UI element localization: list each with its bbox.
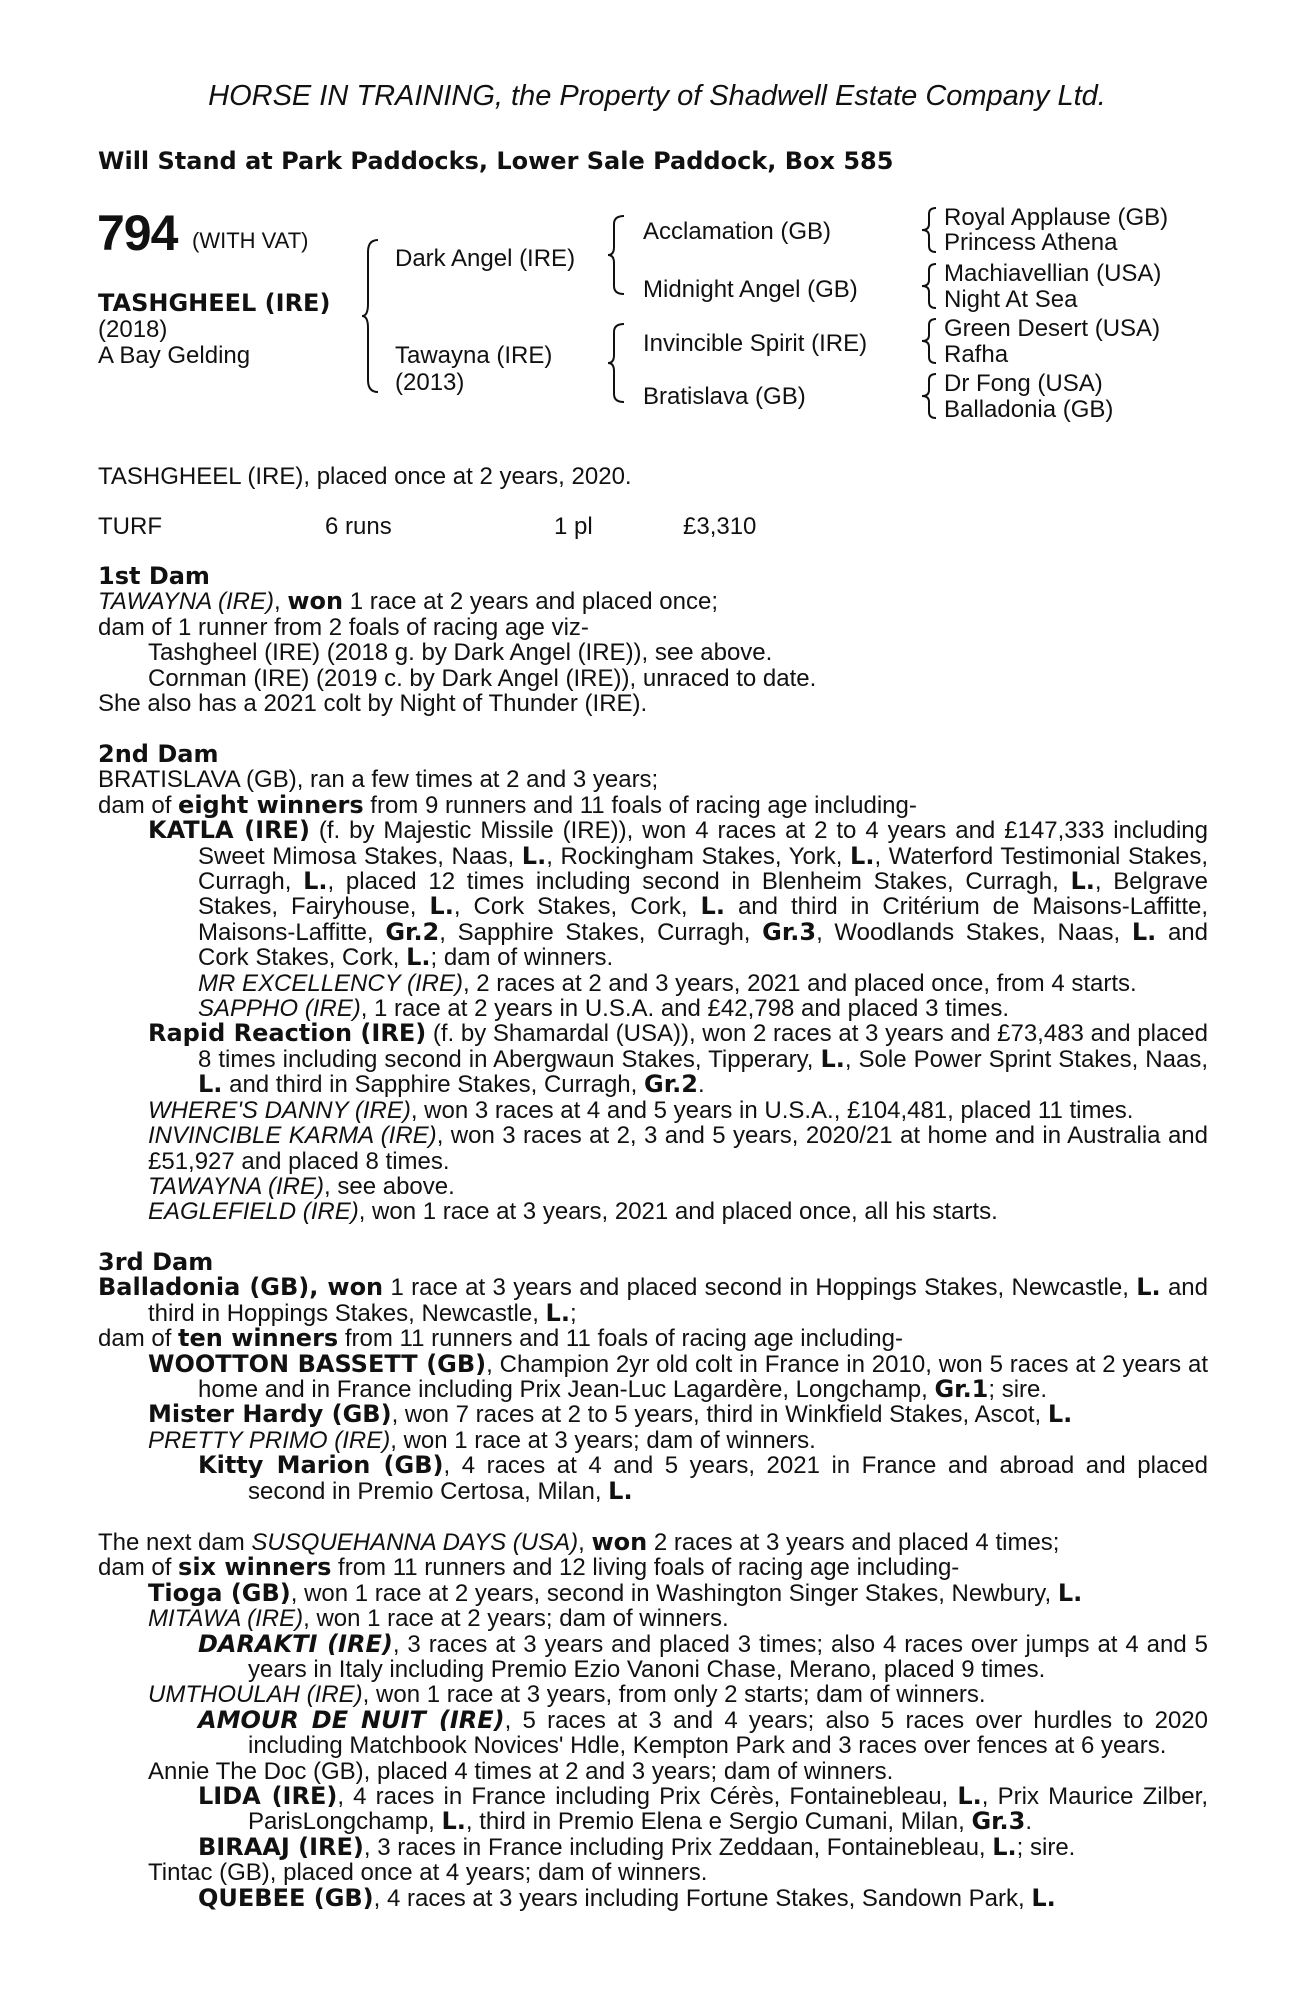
horse-description: A Bay Gelding xyxy=(98,342,251,369)
next-dam-section xyxy=(98,1530,1208,1911)
produce-entry: Tashgheel (IRE) (2018 g. by Dark Angel (IRE)), see above. xyxy=(148,639,773,667)
third-dam-section xyxy=(98,1250,1208,1504)
produce-entry: MR EXCELLENCY (IRE), 2 races at 2 and 3 years, 2021 and placed once, from 4 starts. xyxy=(198,969,1137,997)
pedigree-dam: Tawayna (IRE) xyxy=(395,342,553,369)
second-dam-heading: 2nd Dam xyxy=(98,740,219,768)
pedigree-sire-sire: Acclamation (GB) xyxy=(643,218,832,245)
produce-entry-lida: LIDA (IRE), 4 races in France including Prix Cérès, Fontainebleau, L., Prix Maurice Zilber, ParisLongchamp, L., third in Premio Elena e Sergio Cumani, Milan, Gr.3. xyxy=(198,1782,1208,1836)
produce-entry: TAWAYNA (IRE), see above. xyxy=(148,1172,455,1200)
produce-entry-katla: KATLA (IRE) (f. by Majestic Missile (IRE)), won 4 races at 2 to 4 years and £147,333 including Sweet Mimosa Stakes, Naas, L., Rockingham Stakes, York, L., Waterford Testimonial Stakes, Curragh, L., placed 12 times including second in Blenheim Stakes, Curragh, L., Belgrave Stakes, Fairyhouse, L., Cork Stakes, Cork, L. and third in Critérium de Maisons-Laffitte, Maisons-Laffitte, Gr.2, Sapphire Stakes, Curragh, Gr.3, Woodlands Stakes, Naas, L. and Cork Stakes, Cork, L.; dam of winners. xyxy=(148,816,1209,972)
produce-entry: MITAWA (IRE), won 1 race at 2 years; dam of winners. xyxy=(148,1605,729,1633)
pedigree-sds: Machiavellian (USA) xyxy=(944,260,1162,287)
next-dam-line: The next dam SUSQUEHANNA DAYS (USA), won 2 races at 3 years and placed 4 times; xyxy=(98,1528,1060,1556)
produce-entry: Annie The Doc (GB), placed 4 times at 2 and 3 years; dam of winners. xyxy=(148,1757,894,1785)
first-dam-note: She also has a 2021 colt by Night of Thunder (IRE). xyxy=(98,690,648,718)
pedigree-dds: Dr Fong (USA) xyxy=(944,370,1103,397)
next-dam-produce-line: dam of six winners from 11 runners and 12 living foals of racing age including- xyxy=(98,1553,960,1582)
first-dam-section xyxy=(98,564,1208,716)
produce-entry-kitty-marion: Kitty Marion (GB), 4 races at 4 and 5 years, 2021 in France and abroad and placed second in Premio Certosa, Milan, L. xyxy=(198,1451,1208,1505)
pedigree-dsd: Rafha xyxy=(944,341,1009,368)
first-dam-heading: 1st Dam xyxy=(98,562,210,590)
second-dam-line: BRATISLAVA (GB), ran a few times at 2 and 3 years; xyxy=(98,766,659,794)
produce-entry: BIRAAJ (IRE), 3 races in France including Prix Zeddaan, Fontainebleau, L.; sire. xyxy=(198,1832,1076,1861)
produce-entry: QUEBEE (GB), 4 races at 3 years including Fortune Stakes, Sandown Park, L. xyxy=(198,1883,1056,1912)
pedigree-dss: Green Desert (USA) xyxy=(944,315,1161,342)
produce-entry: WHERE'S DANNY (IRE), won 3 races at 4 and 5 years in U.S.A., £104,481, placed 11 times. xyxy=(148,1096,1134,1124)
pedigree-brace-7 xyxy=(920,372,940,420)
pedigree-brace-3 xyxy=(606,322,630,404)
pedigree-brace-1 xyxy=(360,238,384,394)
page-title: HORSE IN TRAINING, the Property of Shadwell Estate Company Ltd. xyxy=(208,80,1106,112)
produce-entry: EAGLEFIELD (IRE), won 1 race at 3 years, 2021 and placed once, all his starts. xyxy=(148,1198,998,1226)
record-summary: TASHGHEEL (IRE), placed once at 2 years, 2020. xyxy=(98,463,632,490)
pedigree-sdd: Night At Sea xyxy=(944,286,1078,313)
first-dam-produce-line: dam of 1 runner from 2 foals of racing age viz- xyxy=(98,613,589,641)
produce-entry: SAPPHO (IRE), 1 race at 2 years in U.S.A. and £42,798 and placed 3 times. xyxy=(198,995,1010,1023)
record-surface: TURF xyxy=(98,513,162,540)
stand-location: Will Stand at Park Paddocks, Lower Sale Paddock, Box 585 xyxy=(98,147,894,175)
vat-note: (WITH VAT) xyxy=(192,228,309,253)
pedigree-brace-5 xyxy=(920,262,940,310)
third-dam-heading: 3rd Dam xyxy=(98,1248,214,1276)
first-dam-line: TAWAYNA (IRE), won 1 race at 2 years and placed once; xyxy=(98,587,719,616)
pedigree-brace-2 xyxy=(606,214,630,296)
produce-entry: INVINCIBLE KARMA (IRE), won 3 races at 2, 3 and 5 years, 2020/21 at home and in Australia and £51,927 and placed 8 times. xyxy=(148,1122,1209,1175)
pedigree-ddd: Balladonia (GB) xyxy=(944,396,1114,423)
produce-entry-darakti: DARAKTI (IRE), 3 races at 3 years and placed 3 times; also 4 races over jumps at 4 and 5 years in Italy including Premio Ezio Vanoni Chase, Merano, placed 9 times. xyxy=(198,1629,1209,1684)
produce-entry-amour-de-nuit: AMOUR DE NUIT (IRE), 5 races at 3 and 4 years; also 5 races over hurdles to 2020 including Matchbook Novices' Hdle, Kempton Park and 3 races over fences at 6 years. xyxy=(198,1705,1208,1760)
record-runs: 6 runs xyxy=(325,513,392,540)
pedigree-sire: Dark Angel (IRE) xyxy=(395,245,576,272)
produce-entry-wootton-bassett: WOOTTON BASSETT (GB), Champion 2yr old colt in France in 2010, won 5 races at 2 years at home and in France including Prix Jean-Luc Lagardère, Longchamp, Gr.1; sire. xyxy=(148,1349,1208,1404)
pedigree-ssd: Princess Athena xyxy=(944,229,1118,256)
pedigree-dam-sire: Invincible Spirit (IRE) xyxy=(643,330,868,357)
pedigree-sss: Royal Applause (GB) xyxy=(944,204,1169,231)
produce-entry: Tioga (GB), won 1 race at 2 years, second in Washington Singer Stakes, Newbury, L. xyxy=(148,1578,1083,1607)
third-dam-produce-line: dam of ten winners from 11 runners and 11 foals of racing age including- xyxy=(98,1324,903,1353)
pedigree-dam-year: (2013) xyxy=(395,369,465,396)
horse-name: TASHGHEEL (IRE) xyxy=(98,289,331,317)
pedigree-brace-4 xyxy=(920,206,940,254)
pedigree-dam-dam: Bratislava (GB) xyxy=(643,383,806,410)
pedigree-brace-6 xyxy=(920,317,940,365)
pedigree-sire-dam: Midnight Angel (GB) xyxy=(643,276,858,303)
record-earnings: £3,310 xyxy=(683,513,757,540)
produce-entry: UMTHOULAH (IRE), won 1 race at 3 years, from only 2 starts; dam of winners. xyxy=(148,1681,986,1709)
second-dam-produce-line: dam of eight winners from 9 runners and 11 foals of racing age including- xyxy=(98,790,917,819)
produce-entry: Mister Hardy (GB), won 7 races at 2 to 5 years, third in Winkfield Stakes, Ascot, L. xyxy=(148,1400,1073,1429)
second-dam-section xyxy=(98,742,1208,1225)
record-placed: 1 pl xyxy=(554,513,593,540)
produce-entry: Tintac (GB), placed once at 4 years; dam of winners. xyxy=(148,1859,708,1887)
produce-entry: PRETTY PRIMO (IRE), won 1 race at 3 years; dam of winners. xyxy=(148,1426,816,1454)
horse-year: (2018) xyxy=(98,316,168,343)
third-dam-line: Balladonia (GB), won 1 race at 3 years and placed second in Hoppings Stakes, Newcastle, L. and third in Hoppings Stakes, Newcastle, L.; xyxy=(98,1273,1208,1327)
produce-entry: Cornman (IRE) (2019 c. by Dark Angel (IRE)), unraced to date. xyxy=(148,664,817,692)
lot-number: 794 xyxy=(97,205,178,261)
produce-entry-rapid-reaction: Rapid Reaction (IRE) (f. by Shamardal (USA)), won 2 races at 3 years and £73,483 and placed 8 times including second in Abergwaun Stakes, Tipperary, L., Sole Power Sprint Stakes, Naas, L. and third in Sapphire Stakes, Curragh, Gr.2. xyxy=(148,1019,1208,1099)
